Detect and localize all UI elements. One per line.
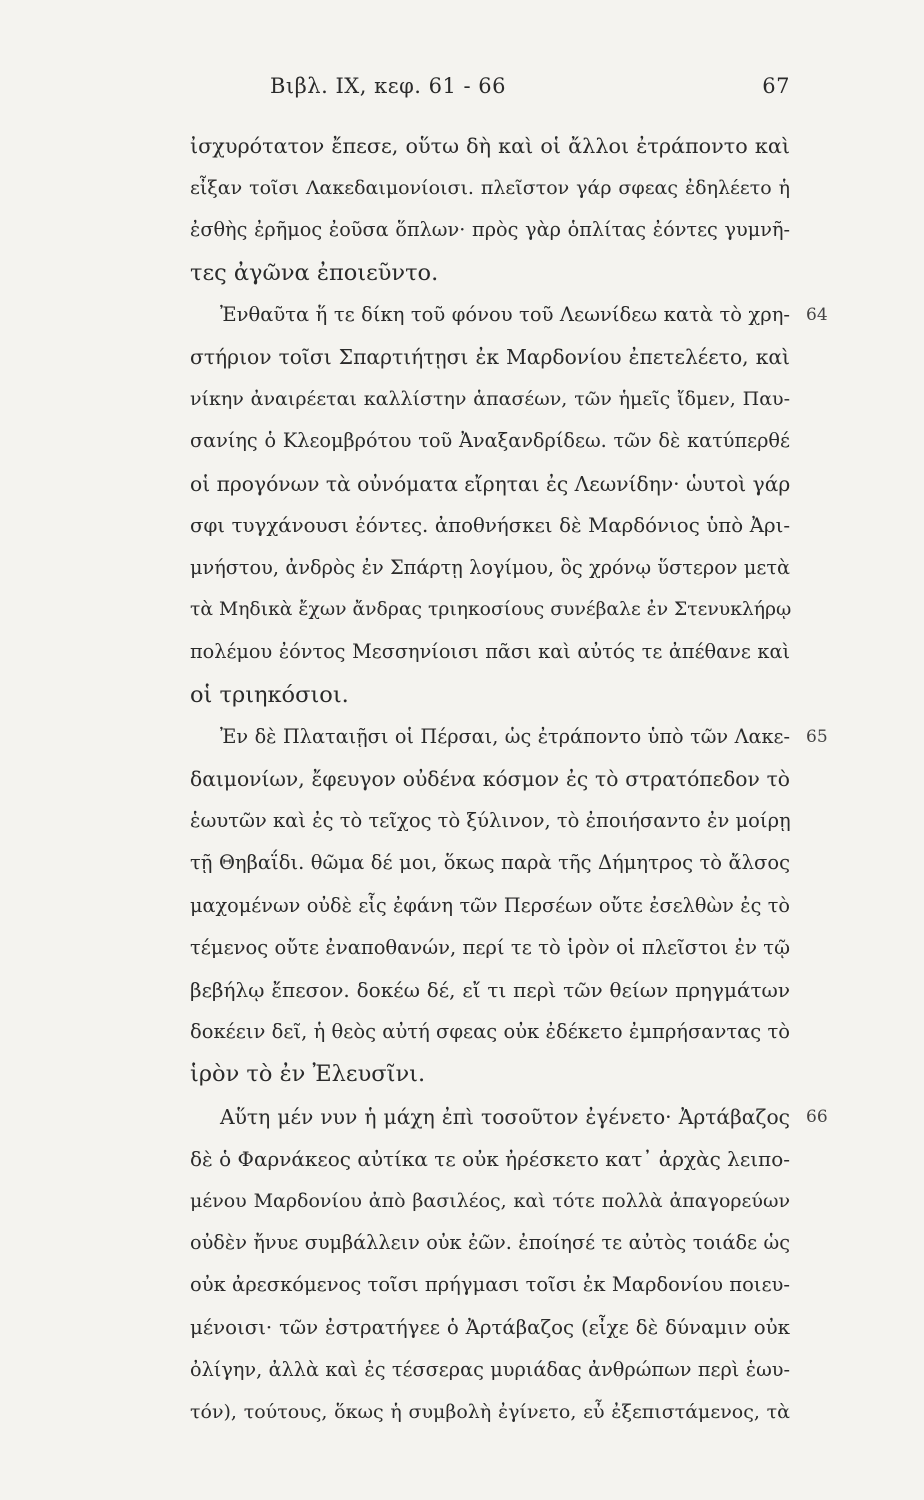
- text-line: τὰ Μηδικὰ ἔχων ἄνδρας τριηκοσίους συνέβαλε ἐν Στενυκλήρῳ: [190, 599, 792, 621]
- text-line: Ἐν δὲ Πλαταιῇσι οἱ Πέρσαι, ὡς ἐτράποντο ὑπὸ τῶν Λακε-: [220, 724, 790, 748]
- text-line: ἰσχυρότατον ἔπεσε, οὕτω δὴ καὶ οἱ ἄλλοι ἐτράποντο καὶ: [190, 134, 790, 158]
- text-line: βεβήλῳ ἔπεσον. δοκέω δέ, εἴ τι περὶ τῶν θείων πρηγμάτων: [190, 978, 790, 1002]
- text-line: νίκην ἀναιρέεται καλλίστην ἁπασέων, τῶν ἡμεῖς ἴδμεν, Παυ-: [190, 388, 790, 411]
- text-line: οἱ τριηκόσιοι.: [190, 681, 349, 708]
- text-line: μένου Μαρδονίου ἀπὸ βασιλέος, καὶ τότε πολλὰ ἀπαγορεύων: [190, 1190, 790, 1212]
- text-line: Αὕτη μέν νυν ἡ μάχη ἐπὶ τοσοῦτον ἐγένετο· Ἀρτάβαζος: [220, 1104, 790, 1129]
- chapter-number-65: 65: [806, 726, 828, 747]
- chapter-number-64: 64: [806, 304, 828, 325]
- text-line: σανίης ὁ Κλεομβρότου τοῦ Ἀναξανδρίδεω. τῶν δὲ κατύπερθέ: [190, 429, 790, 453]
- text-line: δοκέειν δεῖ, ἡ θεὸς αὐτή σφεας οὐκ ἐδέκετο ἐμπρήσαντας τὸ: [190, 1020, 790, 1044]
- text-line: δαιμονίων, ἔφευγον οὐδένα κόσμον ἐς τὸ στρατόπεδον τὸ: [190, 767, 790, 791]
- text-line: οἱ προγόνων τὰ οὐνόματα εἴρηται ἐς Λεωνίδην· ὡυτοὶ γάρ: [190, 471, 791, 496]
- page-number: 67: [762, 74, 790, 98]
- text-line: εἶξαν τοῖσι Λακεδαιμονίοισι. πλεῖστον γάρ σφεας ἐδηλέετο ἡ: [190, 177, 790, 200]
- text-line: μαχομένων οὐδὲ εἷς ἐφάνη τῶν Περσέων οὔτε ἐσελθὼν ἐς τὸ: [190, 893, 790, 917]
- text-line: στήριον τοῖσι Σπαρτιήτῃσι ἐκ Μαρδονίου ἐπετελέετο, καὶ: [190, 345, 790, 369]
- text-line: ἑωυτῶν καὶ ἐς τὸ τεῖχος τὸ ξύλινον, τὸ ἐποιήσαντο ἐν μοίρῃ: [190, 809, 791, 833]
- text-line: οὐκ ἀρεσκόμενος τοῖσι πρήγμασι τοῖσι ἐκ Μαρδονίου ποιευ-: [190, 1273, 790, 1297]
- text-line: τόν), τούτους, ὅκως ἡ συμβολὴ ἐγίνετο, εὖ ἐξεπιστάμενος, τὰ: [190, 1401, 790, 1423]
- text-line: τέμενος οὔτε ἐναποθανών, περί τε τὸ ἱρὸν οἱ πλεῖστοι ἐν τῷ: [190, 935, 790, 959]
- text-line: πολέμου ἐόντος Μεσσηνίοισι πᾶσι καὶ αὐτός τε ἀπέθανε καὶ: [190, 640, 790, 664]
- text-line: δὲ ὁ Φαρνάκεος αὐτίκα τε οὐκ ἠρέσκετο κατ᾽ ἀρχὰς λειπο-: [190, 1146, 790, 1171]
- text-line: ἱρὸν τὸ ἐν Ἐλευσῖνι.: [190, 1061, 426, 1088]
- text-line: οὐδὲν ἤνυε συμβάλλειν οὐκ ἐῶν. ἐποίησέ τε αὐτὸς τοιάδε ὡς: [190, 1231, 790, 1255]
- chapter-number-66: 66: [806, 1106, 828, 1127]
- text-line: Ἐνθαῦτα ἥ τε δίκη τοῦ φόνου τοῦ Λεωνίδεω κατὰ τὸ χρη-: [220, 302, 790, 326]
- text-line: σφι τυγχάνουσι ἐόντες. ἀποθνήσκει δὲ Μαρδόνιος ὑπὸ Ἀρι-: [190, 513, 790, 537]
- text-line: ὀλίγην, ἀλλὰ καὶ ἐς τέσσερας μυριάδας ἀνθρώπων περὶ ἑωυ-: [190, 1357, 790, 1381]
- text-line: τῇ Θηβαΐδι. θῶμα δέ μοι, ὅκως παρὰ τῆς Δήμητρος τὸ ἄλσος: [190, 851, 790, 875]
- text-line: τες ἀγῶνα ἐποιεῦντο.: [190, 259, 439, 286]
- running-title: Βιβλ. ΙΧ, κεφ. 61 - 66: [270, 74, 507, 98]
- text-line: μνήστου, ἀνδρὸς ἐν Σπάρτῃ λογίμου, ὃς χρόνῳ ὕστερον μετὰ: [190, 556, 790, 579]
- text-line: μένοισι· τῶν ἐστρατήγεε ὁ Ἀρτάβαζος (εἶχε δὲ δύναμιν οὐκ: [190, 1315, 790, 1339]
- text-line: ἐσθὴς ἐρῆμος ἐοῦσα ὅπλων· πρὸς γὰρ ὁπλίτας ἐόντες γυμνῆ-: [190, 218, 790, 242]
